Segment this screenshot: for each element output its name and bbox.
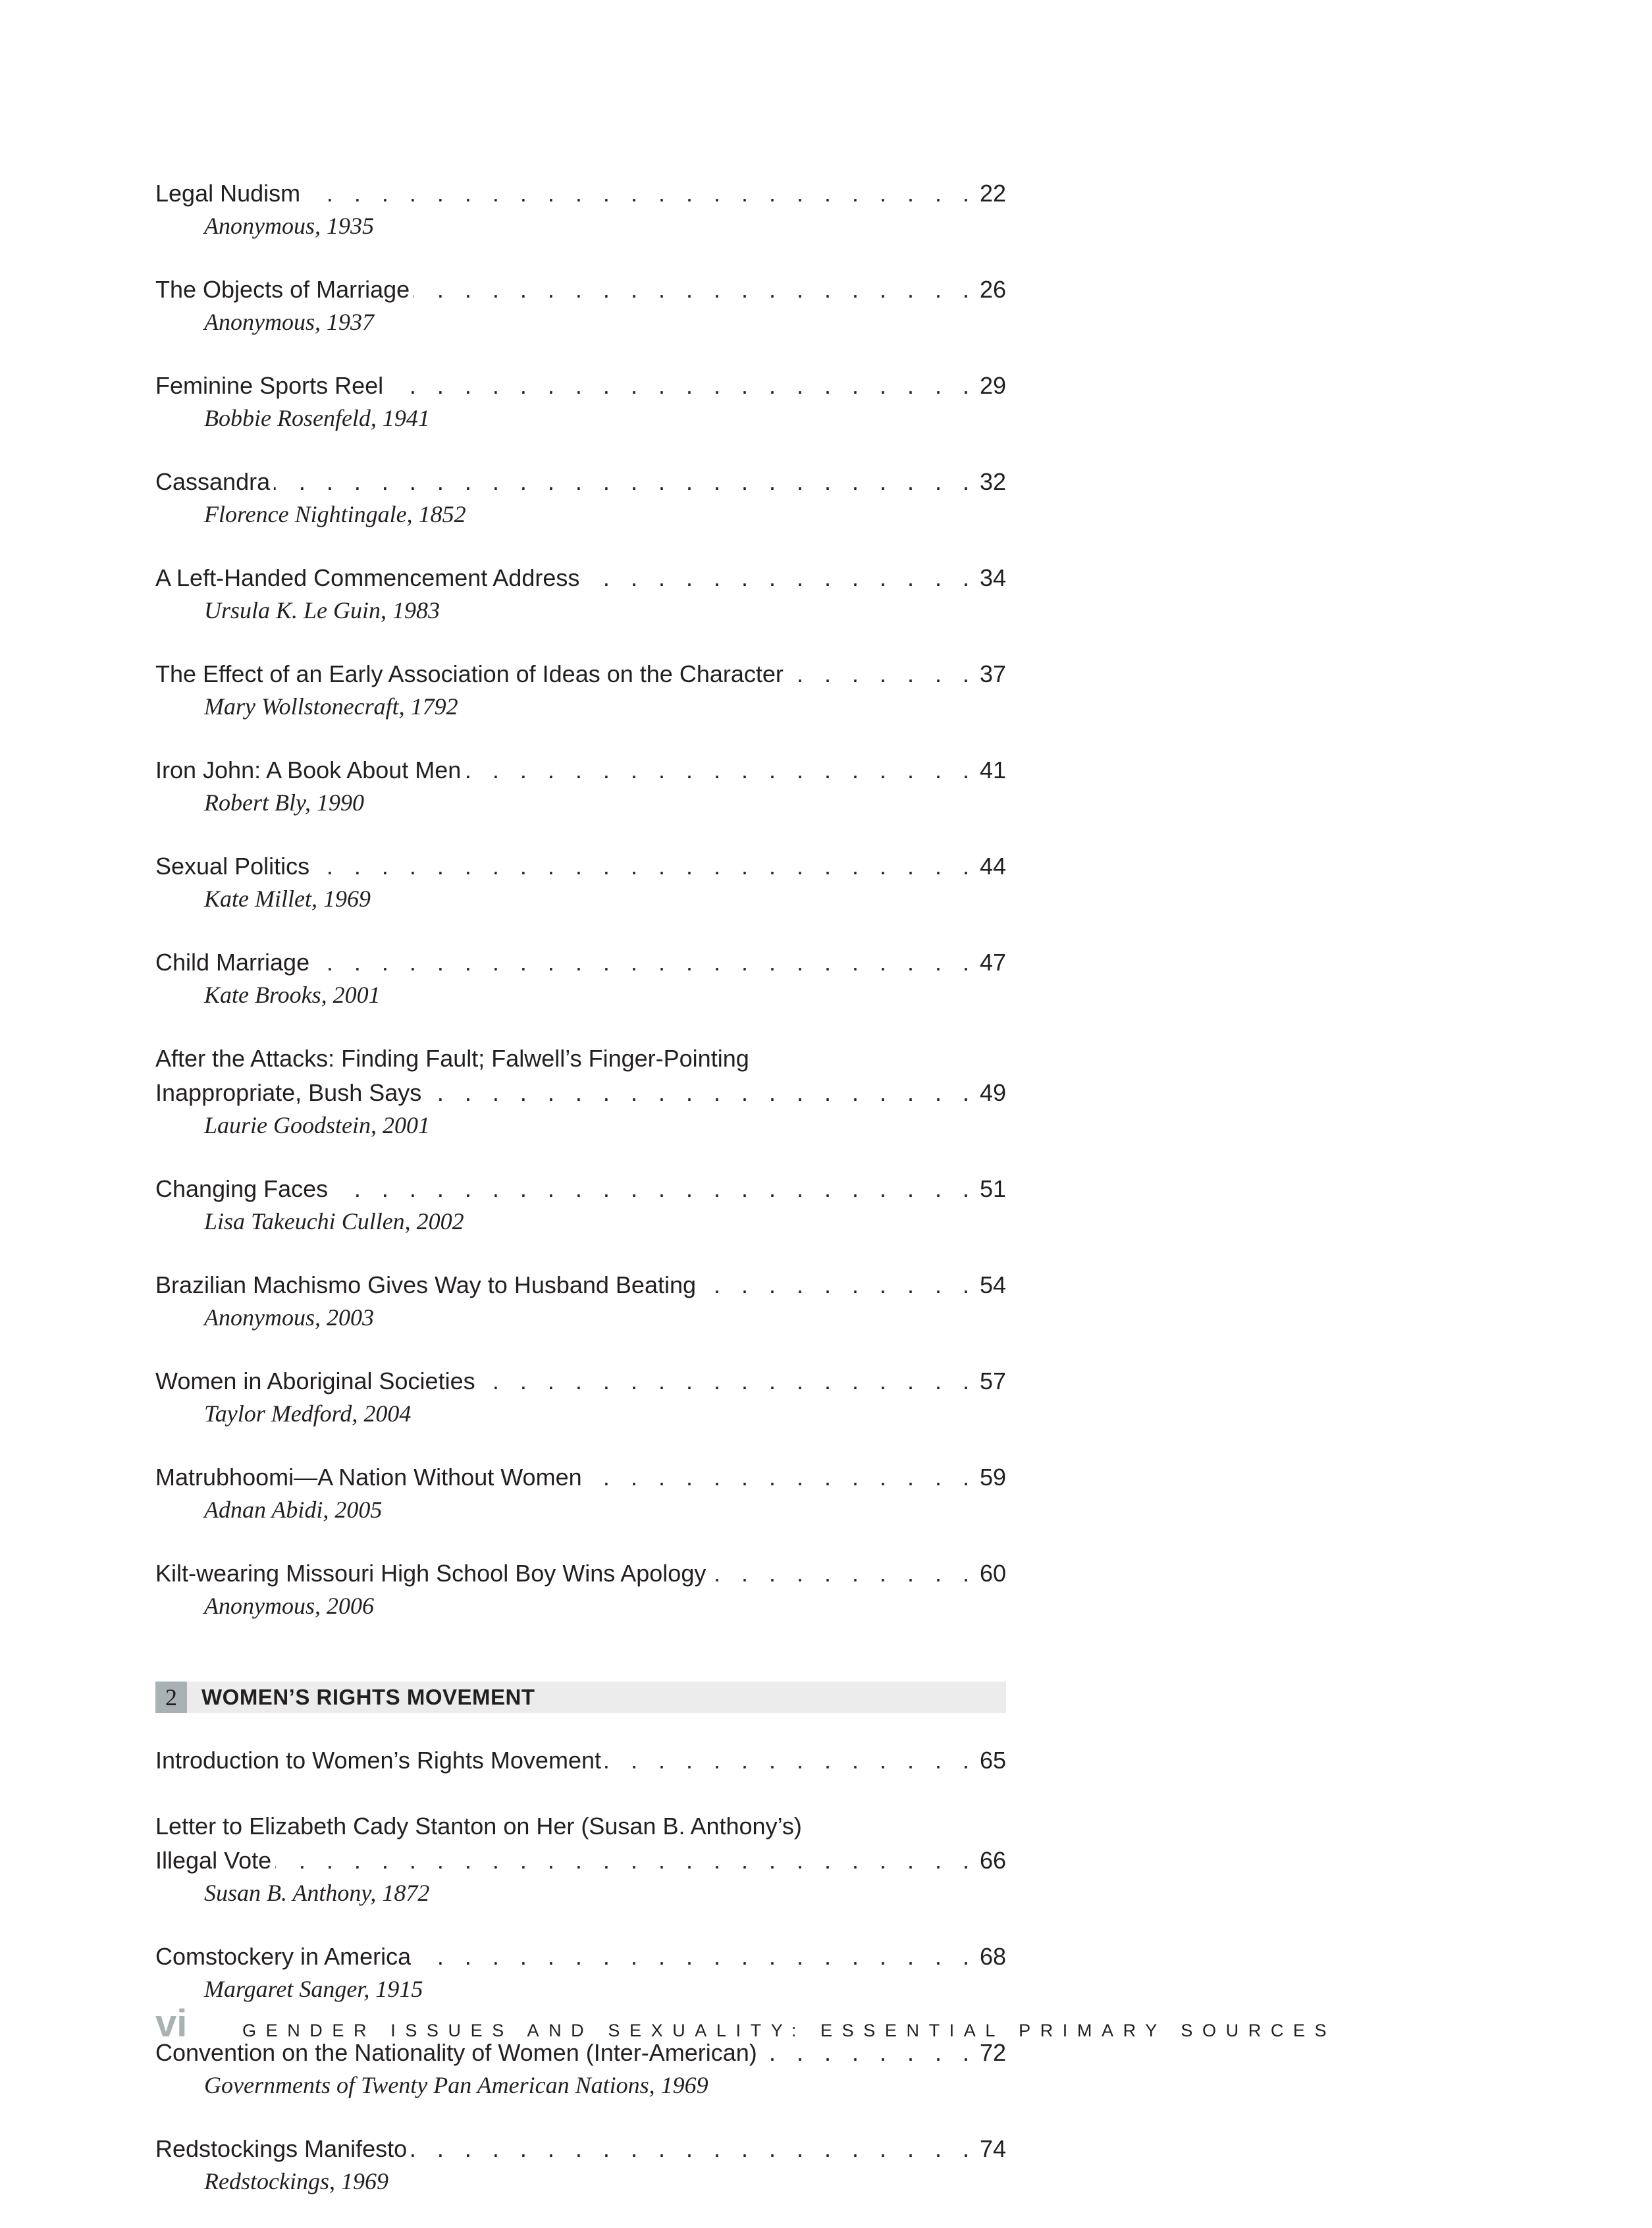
dot-leader (605, 1743, 969, 1778)
entry-author: Margaret Sanger, 1915 (204, 1976, 423, 2002)
dot-leader (710, 1556, 969, 1591)
entry-title-row (155, 1743, 1006, 1778)
entry-page-number: 65 (979, 1747, 1006, 1774)
entry-page-number: 37 (979, 660, 1006, 687)
toc-entry[interactable] (155, 465, 1006, 529)
dot-leader (304, 176, 969, 211)
entry-page-number: 26 (979, 276, 1006, 303)
entry-title-row (155, 657, 1006, 691)
dot-leader (274, 465, 969, 499)
entry-page-number: 29 (979, 372, 1006, 399)
entry-title-row (155, 849, 1006, 884)
entry-title: Feminine Sports Reel (155, 372, 384, 399)
dot-leader (313, 849, 969, 884)
entry-title: Cassandra (155, 468, 271, 495)
toc-entry[interactable] (155, 657, 1006, 722)
entry-author: Ursula K. Le Guin, 1983 (204, 597, 440, 623)
entry-author: Kate Millet, 1969 (204, 886, 371, 912)
table-of-contents (155, 176, 1006, 2228)
entry-page-number: 41 (979, 756, 1006, 783)
page-footer (155, 2002, 1336, 2046)
entry-page-number: 49 (979, 1079, 1006, 1106)
entry-author: Governments of Twenty Pan American Nations, 1969 (204, 2072, 708, 2098)
entry-title-row (155, 1556, 1006, 1591)
entry-title-row (155, 945, 1006, 980)
toc-entry[interactable] (155, 369, 1006, 433)
running-title: GENDER ISSUES AND SEXUALITY: ESSENTIAL PRIMARY SOURCES (242, 2021, 1337, 2040)
dot-leader (425, 1076, 969, 1110)
contents-list-part-1 (155, 176, 1006, 1621)
entry-author: Lisa Takeuchi Cullen, 2002 (204, 1208, 464, 1234)
entry-title-row (155, 1076, 1006, 1110)
dot-leader (411, 2132, 969, 2166)
entry-title-line: Letter to Elizabeth Cady Stanton on Her (Susan B. Anthony’s) (155, 1813, 802, 1840)
entry-author: Florence Nightingale, 1852 (204, 501, 466, 527)
entry-author: Kate Brooks, 2001 (204, 982, 381, 1008)
entry-title: Illegal Vote (155, 1847, 272, 1874)
toc-entry[interactable] (155, 1556, 1006, 1621)
entry-author: Anonymous, 1935 (204, 213, 374, 239)
toc-entry[interactable] (155, 561, 1006, 625)
entry-author: Adnan Abidi, 2005 (204, 1497, 383, 1523)
entry-author: Anonymous, 2006 (204, 1593, 374, 1619)
toc-entry[interactable] (155, 273, 1006, 337)
entry-title: Women in Aboriginal Societies (155, 1367, 475, 1394)
toc-entry[interactable] (155, 1940, 1006, 2004)
dot-leader (415, 1940, 969, 1974)
entry-author: Robert Bly, 1990 (204, 789, 364, 816)
entry-page-number: 57 (979, 1367, 1006, 1394)
entry-title-row (155, 1172, 1006, 1206)
entry-page-number: 54 (979, 1271, 1006, 1298)
entry-title-row (155, 753, 1006, 787)
entry-title: Brazilian Machismo Gives Way to Husband Beating (155, 1271, 697, 1298)
section-header (155, 1682, 1006, 1713)
section-title: WOMEN’S RIGHTS MOVEMENT (201, 1685, 535, 1709)
entry-author: Anonymous, 1937 (204, 309, 374, 335)
entry-title: Legal Nudism (155, 180, 301, 207)
entry-page-number: 51 (979, 1175, 1006, 1202)
entry-title: Sexual Politics (155, 853, 310, 880)
entry-title: A Left-Handed Commencement Address (155, 564, 580, 591)
dot-leader (787, 657, 969, 691)
entry-title: Introduction to Women’s Rights Movement (155, 1747, 601, 1774)
dot-leader (332, 1172, 969, 1206)
entry-title-row (155, 2132, 1006, 2166)
toc-entry[interactable] (155, 1172, 1006, 1236)
dot-leader (465, 753, 969, 787)
entry-page-number: 47 (979, 949, 1006, 976)
entry-title-row (155, 273, 1006, 307)
toc-entry[interactable] (155, 1364, 1006, 1429)
entry-page-number: 74 (979, 2135, 1006, 2162)
entry-title-row (155, 1364, 1006, 1398)
toc-entry[interactable] (155, 849, 1006, 914)
toc-entry[interactable] (155, 1460, 1006, 1525)
entry-title: The Effect of an Early Association of Ideas on the Character (155, 660, 784, 687)
entry-page-number: 59 (979, 1464, 1006, 1491)
entry-title: Child Marriage (155, 949, 310, 976)
toc-entry[interactable] (155, 176, 1006, 241)
toc-entry[interactable] (155, 945, 1006, 1010)
entry-author: Taylor Medford, 2004 (204, 1400, 412, 1427)
entry-author: Mary Wollstonecraft, 1792 (204, 693, 458, 720)
entry-title-row (155, 465, 1006, 499)
dot-leader (586, 1460, 969, 1495)
entry-title: Kilt-wearing Missouri High School Boy Wins Apology (155, 1560, 706, 1587)
entry-title: Redstockings Manifesto (155, 2135, 408, 2162)
entry-author: Redstockings, 1969 (204, 2168, 388, 2194)
entry-author: Laurie Goodstein, 2001 (204, 1112, 431, 1138)
entry-page-number: 34 (979, 564, 1006, 591)
entry-title-row (155, 561, 1006, 595)
toc-entry[interactable] (155, 1268, 1006, 1333)
dot-leader (583, 561, 969, 595)
section-number: 2 (155, 1682, 187, 1713)
toc-entry[interactable] (155, 1809, 1006, 1908)
entry-title: Matrubhoomi—A Nation Without Women (155, 1464, 582, 1491)
toc-entry[interactable] (155, 753, 1006, 818)
entry-page-number: 66 (979, 1847, 1006, 1874)
page-folio: vi (155, 2002, 188, 2045)
dot-leader (387, 369, 969, 403)
toc-entry[interactable] (155, 1743, 1006, 1778)
entry-page-number: 32 (979, 468, 1006, 495)
entry-title: Inappropriate, Bush Says (155, 1079, 422, 1106)
entry-title: Changing Faces (155, 1175, 329, 1202)
entry-page-number: 72 (979, 2039, 1006, 2066)
entry-page-number: 60 (979, 1560, 1006, 1587)
entry-author: Bobbie Rosenfeld, 1941 (204, 405, 430, 431)
contents-list-part-2 (155, 1743, 1006, 2196)
entry-title-row (155, 1843, 1006, 1878)
entry-title-row (155, 1940, 1006, 1974)
entry-page-number: 68 (979, 1943, 1006, 1970)
entry-title: Comstockery in America (155, 1943, 412, 1970)
entry-title-row (155, 1268, 1006, 1302)
dot-leader (313, 945, 969, 980)
entry-page-number: 44 (979, 853, 1006, 880)
entry-title: The Objects of Marriage (155, 276, 410, 303)
entry-title-line: After the Attacks: Finding Fault; Falwell’s Finger-Pointing (155, 1045, 749, 1072)
entry-title-row (155, 1460, 1006, 1495)
dot-leader (479, 1364, 969, 1398)
entry-author: Anonymous, 2003 (204, 1304, 374, 1331)
dot-leader (275, 1843, 969, 1878)
entry-title-row (155, 369, 1006, 403)
dot-leader (413, 273, 969, 307)
toc-entry[interactable] (155, 2132, 1006, 2196)
entry-title: Iron John: A Book About Men (155, 756, 462, 783)
dot-leader (700, 1268, 969, 1302)
entry-page-number: 22 (979, 180, 1006, 207)
entry-title-row (155, 176, 1006, 211)
entry-title: Convention on the Nationality of Women (Inter-American) (155, 2039, 757, 2066)
toc-entry[interactable] (155, 1042, 1006, 1140)
entry-author: Susan B. Anthony, 1872 (204, 1880, 430, 1906)
